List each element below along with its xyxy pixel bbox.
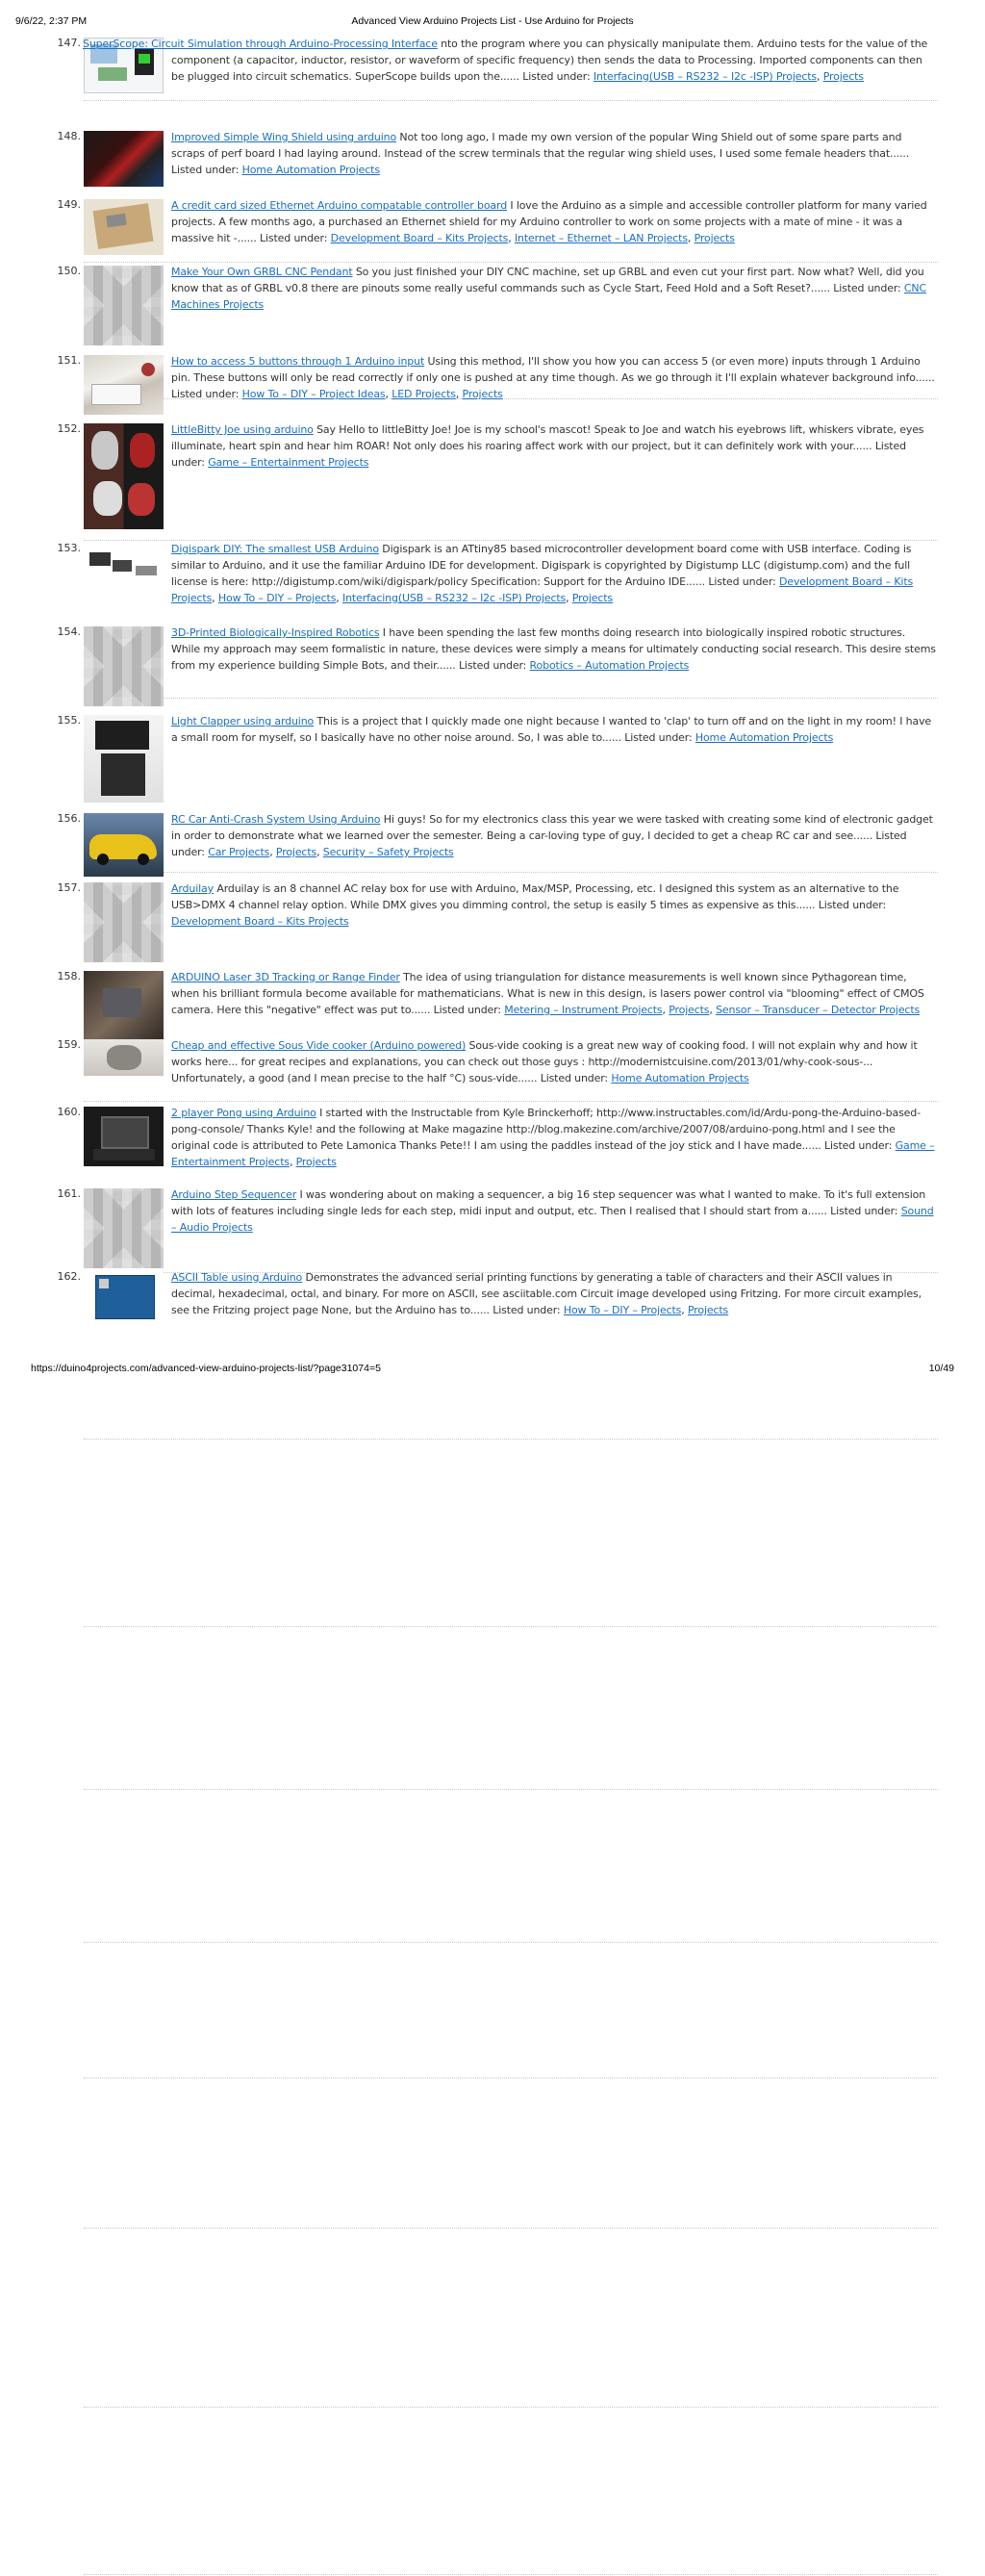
item-number: 151. (57, 354, 81, 367)
project-thumbnail[interactable] (84, 543, 164, 586)
category-link[interactable]: Development Board – Kits Projects (171, 575, 914, 604)
project-description: I have been spending the last few months doing research into biologically inspired robotic structures. While my approach may seem formalistic in nature, these devices were simply a means for ultimately conducting social research. This desire stems from my experience building Simple Bots, and their...... Listed under: (171, 626, 936, 672)
category-link[interactable]: How To – DIY – Projects (563, 1304, 682, 1316)
item-text (171, 264, 936, 313)
category-separator: , (687, 232, 695, 244)
project-thumbnail[interactable] (84, 131, 164, 187)
category-link[interactable]: Projects (687, 1304, 729, 1316)
item-number: 156. (57, 812, 81, 825)
category-separator: , (709, 1004, 717, 1016)
item-text (171, 1037, 936, 1086)
item-text (171, 969, 936, 1018)
category-separator: , (817, 70, 823, 83)
project-title-link[interactable]: 3D-Printed Biologically-Inspired Robotics (171, 626, 380, 639)
item-number: 158. (57, 970, 81, 982)
category-separator: , (455, 388, 463, 400)
item-text (171, 713, 936, 746)
print-header (0, 15, 985, 31)
project-description: Hi guys! So for my electronics class this year we were tasked with creating some kind of electronic gadget in order to demonstrate what we learned over the semester. Being a car-loving type of guy, I decided to get a cheap RC car and see...... Listed under: (171, 813, 933, 858)
project-title-link[interactable]: Arduilay (171, 882, 214, 895)
page-url: https://duino4projects.com/advanced-view-arduino-projects-list/?page31074=5 (31, 1363, 381, 1374)
category-link[interactable]: Development Board – Kits Projects (330, 232, 509, 244)
category-link[interactable]: Projects (694, 232, 735, 244)
category-link[interactable]: Interfacing(USB – RS232 – I2c -ISP) Projects (593, 70, 818, 83)
project-thumbnail[interactable] (84, 199, 164, 255)
project-description: Using this method, I'll show you how you can access 5 (or even more) inputs through 1 Arduino pin. These buttons will only be read correctly if only one is pushed at any time though. As we go through it I'll explain whatever background info...... Listed under: (171, 355, 935, 400)
project-description: I love the Arduino as a simple and accessible controller platform for many varied projects. A few months ago, a purchased an Ethernet shield for my Arduino controller to work on some projects with a mate of mine - it was a massive hit -...... Listed under: (171, 199, 927, 244)
category-separator: , (336, 592, 342, 604)
project-description: This is a project that I quickly made one night because I wanted to 'clap' to turn off and on the light in my room! I have a small room for myself, so I basically have no other noise around. So, I was able to...... Listed under: (171, 715, 932, 744)
item-text (171, 541, 936, 606)
item-number: 162. (57, 1270, 81, 1283)
project-description: Demonstrates the advanced serial printing functions by generating a table of characters and their ASCII values in decimal, hexadecimal, octal, and binary. For more on ASCII, see asciitable.com Circuit image developed using Fritzing. For more circuit examples, see the Fritzing project page None, but the Arduino has to...... Listed under: (171, 1271, 922, 1316)
category-link[interactable]: CNC Machines Projects (171, 282, 927, 311)
project-title-link[interactable]: SuperScope: Circuit Simulation through Arduino-Processing Interface (83, 38, 438, 50)
project-description: Digispark is an ATtiny85 based microcontroller development board come with USB interface. Coding is similar to Arduino, and it use the familiar Arduino IDE for development. Digispark is copyrighted by Digistump LLC (digistump.com) and the full license is here: http://digistump.com/wiki/digispark/policy Specification: Support for the Arduino IDE...... Listed under: (171, 543, 912, 588)
project-title-link[interactable]: A credit card sized Ethernet Arduino compatable controller board (171, 199, 508, 212)
category-link[interactable]: Projects (462, 388, 503, 400)
project-thumbnail[interactable] (84, 1107, 164, 1166)
category-link[interactable]: Sound – Audio Projects (171, 1205, 934, 1234)
project-title-link[interactable]: RC Car Anti-Crash System Using Arduino (171, 813, 381, 826)
category-link[interactable]: Game – Entertainment Projects (208, 456, 369, 469)
category-separator: , (385, 388, 392, 400)
project-title-link[interactable]: Arduino Step Sequencer (171, 1188, 297, 1201)
category-link[interactable]: Robotics – Automation Projects (529, 659, 690, 672)
category-link[interactable]: Metering – Instrument Projects (504, 1004, 663, 1016)
item-text (171, 1186, 936, 1236)
project-description: So you just finished your DIY CNC machine, set up GRBL and even cut your first part. Now what? Well, did you know that as of GRBL v0.8 there are pinouts some really useful commands such as Cycle Start, Feed Hold and a Soft Reset?...... Listed under: (171, 266, 924, 294)
print-footer (0, 1363, 985, 1378)
project-title-link[interactable]: Improved Simple Wing Shield using arduino (171, 131, 397, 143)
project-title-link[interactable]: Light Clapper using arduino (171, 715, 315, 727)
project-description: The idea of using triangulation for distance measurements is well known since Pythagorean time, when his brilliant formula become available for mathematicians. What is new in this design, is lasers power control via "blooming" effect of CMOS camera. Here this "negative" effect was put to...... Listed under: (171, 971, 924, 1016)
category-separator: , (289, 1156, 296, 1168)
category-link[interactable]: Home Automation Projects (611, 1072, 749, 1084)
project-description: Sous-vide cooking is a great new way of cooking food. I will not explain why and how it works here... for great recipes and explanations, you can check out those guys : http://modernistcuisine.com/2013/01/why-cook-sous-... Unfortunately, a good (and I mean precise to the half °C) sous-vide...... Listed under: (171, 1039, 918, 1084)
item-number: 155. (57, 714, 81, 727)
project-thumbnail[interactable] (84, 1188, 164, 1268)
category-separator: , (566, 592, 572, 604)
category-link[interactable]: Home Automation Projects (695, 731, 834, 744)
project-description: I was wondering about on making a sequencer, a big 16 step sequencer was what I wanted to make. To it's full extension with lots of features including single leds for each step, midi input and output, etc. Then I realised that I should start from a...... Listed under: (171, 1188, 926, 1217)
item-text (171, 421, 936, 471)
category-link[interactable]: Game – Entertainment Projects (171, 1139, 935, 1168)
item-divider (84, 2574, 938, 2575)
item-number: 154. (57, 625, 81, 638)
item-number: 160. (57, 1106, 81, 1118)
page-number: 10/49 (928, 1363, 954, 1374)
category-link[interactable]: Security – Safety Projects (322, 846, 454, 858)
project-title-link[interactable]: Digispark DIY: The smallest USB Arduino (171, 543, 379, 555)
item-number: 161. (57, 1187, 81, 1200)
category-separator: , (508, 232, 515, 244)
item-text (171, 625, 936, 674)
item-number: 152. (57, 422, 81, 435)
category-link[interactable]: Projects (275, 846, 317, 858)
project-title-link[interactable]: How to access 5 buttons through 1 Arduino input (171, 355, 425, 368)
item-text (171, 1269, 936, 1318)
category-link[interactable]: Projects (295, 1156, 337, 1168)
category-link[interactable]: Projects (669, 1004, 710, 1016)
project-thumbnail[interactable] (84, 626, 164, 706)
category-link[interactable]: Interfacing(USB – RS232 – I2c -ISP) Projects (342, 592, 567, 604)
item-text (171, 1105, 936, 1170)
item-divider (84, 100, 938, 101)
category-link[interactable]: Development Board – Kits Projects (171, 915, 349, 928)
document-title: Advanced View Arduino Projects List - Use Arduino for Projects (351, 15, 634, 27)
project-thumbnail[interactable] (84, 882, 164, 962)
project-thumbnail[interactable] (84, 813, 164, 877)
project-title-link[interactable]: ARDUINO Laser 3D Tracking or Range Finder (171, 971, 400, 983)
item-text (171, 129, 936, 178)
project-thumbnail[interactable] (84, 266, 164, 345)
project-description: Arduilay is an 8 channel AC relay box for use with Arduino, Max/MSP, Processing, etc. I designed this system as an alternative to the USB>DMX 4 channel relay option. While DMX gives you dimming control, the setup is easily 5 times as expensive as this...... Listed under: (171, 882, 899, 911)
category-link[interactable]: Car Projects (208, 846, 270, 858)
category-link[interactable]: Projects (571, 592, 614, 604)
category-link[interactable]: Sensor – Transducer – Detector Projects (716, 1004, 921, 1016)
item-number: 159. (57, 1038, 81, 1051)
category-link[interactable]: LED Projects (391, 388, 456, 400)
item-text (171, 197, 936, 246)
project-description: Say Hello to littleBitty Joe! Joe is my school's mascot! Speak to Joe and watch his eyebrows lift, whiskers vibrate, eyes illuminate, heart spin and hear him ROAR! Not only does his roaring affect work with our project, but it can definitely work with your...... Listed under: (171, 423, 924, 469)
project-thumbnail[interactable] (84, 1271, 164, 1321)
item-number: 148. (57, 130, 81, 142)
item-text (171, 811, 936, 860)
project-title-link[interactable]: ASCII Table using Arduino (171, 1271, 303, 1284)
project-title-link[interactable]: 2 player Pong using Arduino (171, 1107, 316, 1119)
project-description: nto the program where you can physically manipulate them. Arduino tests for the value of the component (a capacitor, inductor, resistor, or waveform of specific frequency) then sends the data to Processing. Imported components can then be plugged into circuit schematics. SuperScope builds upon the...... Listed under: (171, 38, 928, 83)
item-text (171, 880, 936, 930)
project-title-link[interactable]: Cheap and effective Sous Vide cooker (Arduino powered) (171, 1039, 467, 1052)
category-link[interactable]: How To – DIY – Projects (217, 592, 337, 604)
project-title-link[interactable]: LittleBitty Joe using arduino (171, 423, 314, 436)
category-separator: , (681, 1304, 688, 1316)
project-title-link[interactable]: Make Your Own GRBL CNC Pendant (171, 266, 353, 278)
category-separator: , (269, 846, 276, 858)
item-number: 153. (57, 542, 81, 554)
list-item (48, 36, 938, 102)
print-date: 9/6/22, 2:37 PM (15, 15, 88, 27)
project-list (48, 36, 938, 1356)
item-number: 147. (57, 37, 81, 49)
category-separator: , (316, 846, 323, 858)
project-thumbnail[interactable] (84, 355, 164, 415)
project-thumbnail[interactable] (84, 1039, 164, 1076)
project-thumbnail[interactable] (84, 971, 164, 1046)
item-text (83, 36, 936, 85)
category-link[interactable]: Internet – Ethernet – LAN Projects (514, 232, 688, 244)
item-number: 150. (57, 265, 81, 277)
category-separator: , (662, 1004, 669, 1016)
item-number: 157. (57, 881, 81, 894)
project-description: I started with the Instructable from Kyle Brinckerhoff; http://www.instructables.com/id/Ardu-pong-the-Arduino-based-pong-console/ Thanks Kyle! and the following at Make magazine http://blog.makezine.com/archive/2007/08/arduino-pong.html and I see the original code is attributed to Pete Lamonica Thanks Pete!! I am using the paddles instead of the joy stick and I have made...... Listed under: (171, 1107, 921, 1152)
project-thumbnail[interactable] (84, 423, 164, 529)
category-separator: , (212, 592, 218, 604)
category-link[interactable]: Projects (822, 70, 864, 83)
category-link[interactable]: Home Automation Projects (241, 164, 380, 176)
category-link[interactable]: How To – DIY – Project Ideas (241, 388, 386, 400)
item-text (171, 353, 936, 402)
list-item (48, 1269, 938, 2576)
project-description: Not too long ago, I made my own version of the popular Wing Shield out of some spare parts and scraps of perf board I had laying around. Instead of the screw terminals that the regular wing shield uses, I used some female headers that...... Listed under: (171, 131, 910, 176)
project-thumbnail[interactable] (84, 715, 164, 803)
item-number: 149. (57, 198, 81, 211)
